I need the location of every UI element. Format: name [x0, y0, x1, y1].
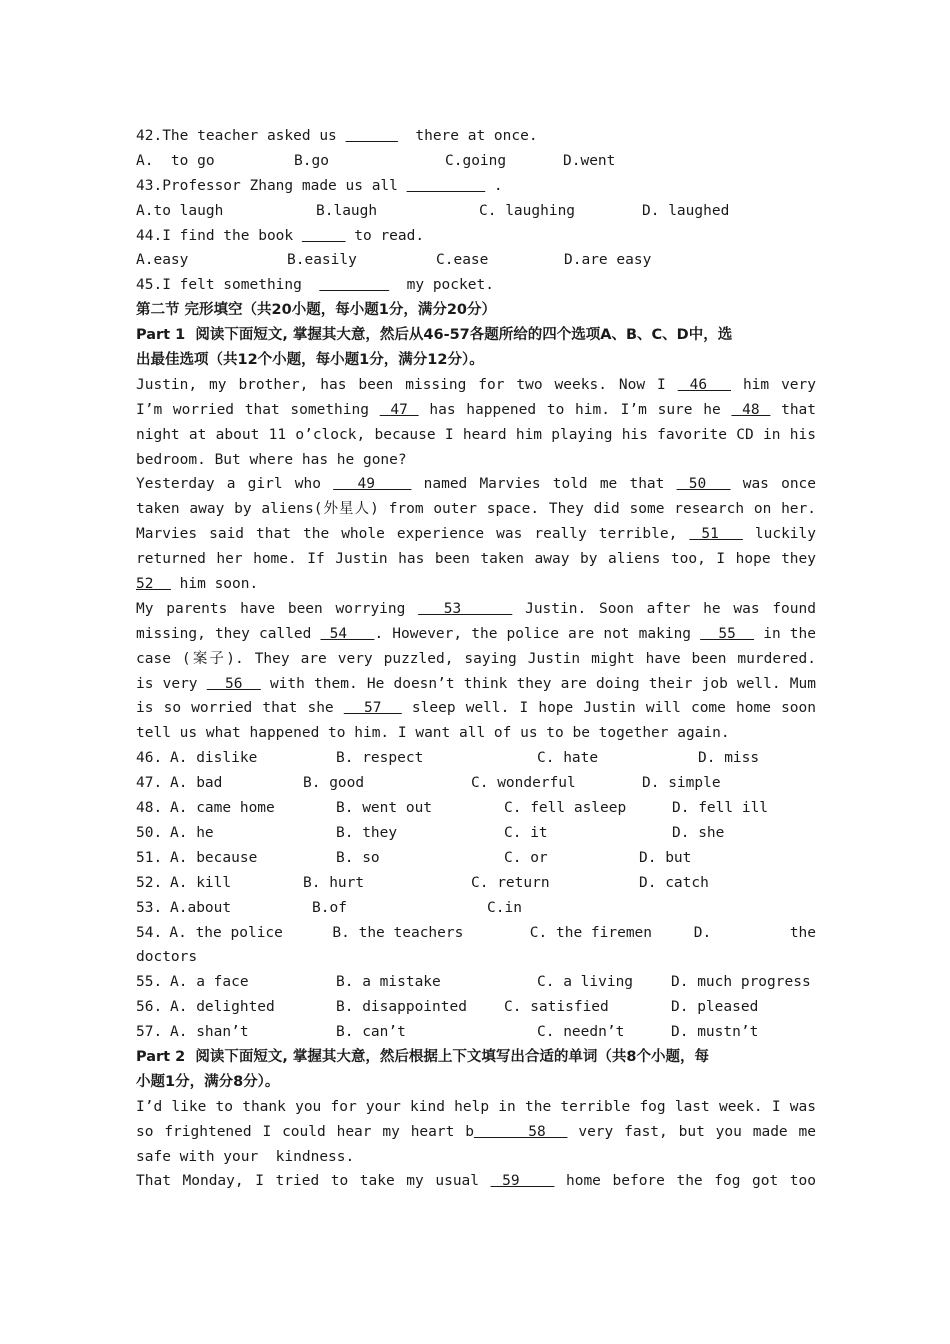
passage-line: 52 him soon.	[136, 576, 259, 593]
option-a[interactable]: A. to go	[136, 152, 215, 169]
blank-49[interactable]: 49	[333, 476, 412, 493]
option-b[interactable]: B. they	[336, 824, 398, 841]
passage-line: so frightened I could hear my heart b 58 very fast, but you made me	[136, 1123, 816, 1140]
options-row	[136, 796, 816, 821]
option-c[interactable]: C. the firemen	[529, 924, 653, 941]
option-a[interactable]: A.about	[170, 899, 232, 916]
options-row	[136, 771, 816, 796]
option-b[interactable]: B. disappointed	[336, 999, 467, 1016]
question-number: 56.	[136, 999, 163, 1016]
question-45: 45.I felt something my pocket.	[136, 277, 494, 294]
passage-line: Marvies said that the whole experience was really terrible, 51 luckily	[136, 526, 816, 543]
option-c[interactable]: C. it	[504, 824, 548, 841]
passage-line: is very 56 with them. He doesn’t think they are doing their job well. Mum	[136, 675, 816, 692]
blank-48[interactable]: 48	[731, 401, 771, 418]
option-d[interactable]: D. mustn’t	[671, 1024, 759, 1041]
section-2-title: 第二节 完形填空（共20小题，每小题1分，满分20分）	[136, 302, 496, 319]
part-1-instructions-line-1: Part 1 阅读下面短文, 掌握其大意，然后从46-57各题所给的四个选项A、B、C、D中，选	[136, 327, 733, 344]
blank-56[interactable]: 56	[206, 675, 261, 692]
answer-options-46-57	[136, 746, 816, 1045]
option-c[interactable]: C. laughing	[479, 202, 576, 219]
option-d[interactable]: D. fell ill	[672, 800, 769, 817]
question-number: 51.	[136, 849, 163, 866]
blank-57[interactable]: 57	[343, 700, 402, 717]
option-b[interactable]: B. can’t	[336, 1024, 406, 1041]
option-b[interactable]: B.laugh	[316, 202, 378, 219]
option-d[interactable]: D. laughed	[642, 202, 730, 219]
question-number: 48.	[136, 800, 163, 817]
option-a[interactable]: A. delighted	[170, 999, 275, 1016]
question-number: 57.	[136, 1024, 163, 1041]
question-number: 53.	[136, 899, 163, 916]
option-c[interactable]: C. hate	[537, 750, 599, 767]
option-c[interactable]: C. satisfied	[504, 999, 609, 1016]
answer-blank[interactable]	[319, 277, 389, 293]
option-b[interactable]: B.go	[294, 152, 329, 169]
option-b[interactable]: B.easily	[287, 252, 357, 269]
option-d[interactable]: D. the	[693, 924, 817, 941]
option-a[interactable]: A. because	[170, 849, 258, 866]
question-number: 52.	[136, 874, 163, 891]
options-row	[136, 995, 816, 1020]
blank-47[interactable]: 47	[379, 401, 419, 418]
cloze-passage-1	[136, 373, 816, 746]
cloze-passage-2	[136, 1095, 816, 1195]
option-d[interactable]: D.are easy	[564, 252, 652, 269]
passage-line: tell us what happened to him. I want all of us to be together again.	[136, 725, 730, 742]
option-a[interactable]: A. came home	[170, 800, 275, 817]
option-c[interactable]: C. wonderful	[471, 775, 576, 792]
blank-50[interactable]: 50	[676, 476, 731, 493]
part-2-instructions-line-2: 小题1分，满分8分）。	[136, 1073, 280, 1090]
option-c[interactable]: C.going	[445, 152, 507, 169]
question-44: 44.I find the book to read.	[136, 227, 425, 244]
answer-blank[interactable]	[346, 128, 398, 144]
blank-55[interactable]: 55	[700, 625, 755, 642]
option-b[interactable]: B. the teachers	[332, 924, 464, 941]
option-b[interactable]: B. so	[336, 849, 380, 866]
passage-line: case (案子). They are very puzzled, saying Justin might have been murdered.	[136, 650, 816, 667]
options-row	[136, 846, 816, 871]
passage-line: Yesterday a girl who 49 named Marvies told me that 50 was once	[136, 476, 816, 493]
passage-line: That Monday, I tried to take my usual 59 home before the fog got too	[136, 1173, 816, 1190]
answer-blank[interactable]	[302, 228, 346, 244]
option-b[interactable]: B. good	[303, 775, 365, 792]
blank-46[interactable]: 46	[677, 376, 731, 393]
option-a[interactable]: A. bad	[170, 775, 223, 792]
passage-line: taken away by aliens(外星人) from outer space. They did some research on her.	[136, 501, 816, 518]
option-d[interactable]: D. simple	[642, 775, 721, 792]
option-d[interactable]: D. but	[639, 849, 692, 866]
passage-line: My parents have been worrying 53 Justin. Soon after he was found	[136, 600, 816, 617]
passage-line: missing, they called 54 . However, the police are not making 55 in the	[136, 625, 816, 642]
option-c[interactable]: C. return	[471, 874, 550, 891]
options-row	[136, 871, 816, 896]
blank-51[interactable]: 51	[689, 526, 743, 543]
option-a[interactable]: A. shan’t	[170, 1024, 249, 1041]
passage-line: safe with your kindness.	[136, 1148, 355, 1165]
blank-58[interactable]: 58	[473, 1123, 568, 1140]
question-42: 42.The teacher asked us there at once.	[136, 128, 538, 144]
question-number: 54.	[136, 924, 163, 941]
option-c[interactable]: C. needn’t	[537, 1024, 625, 1041]
question-43-options	[136, 199, 816, 224]
passage-line: I’d like to thank you for your kind help in the terrible fog last week. I was	[136, 1098, 816, 1115]
answer-blank[interactable]	[407, 178, 486, 194]
blank-53[interactable]: 53	[418, 600, 513, 617]
question-42-options	[136, 149, 816, 174]
option-c[interactable]: C. a living	[537, 974, 634, 991]
option-a[interactable]: A.easy	[136, 252, 189, 269]
option-c[interactable]: C. fell asleep	[504, 800, 627, 817]
passage-line: bedroom. But where has he gone?	[136, 451, 407, 468]
option-d[interactable]: D.went	[563, 152, 616, 169]
passage-line: night at about 11 o’clock, because I heard him playing his favorite CD in his	[136, 426, 816, 443]
question-number: 46.	[136, 750, 163, 767]
options-row	[136, 970, 816, 995]
question-number: 50.	[136, 824, 163, 841]
options-row	[136, 821, 816, 846]
options-row	[136, 896, 816, 921]
options-row	[136, 921, 816, 946]
option-c[interactable]: C.ease	[436, 252, 489, 269]
question-number: 55.	[136, 974, 163, 991]
option-b[interactable]: B. hurt	[303, 874, 365, 891]
option-d[interactable]: D. she	[672, 824, 725, 841]
option-a[interactable]: A. kill	[170, 874, 232, 891]
question-43: 43.Professor Zhang made us all .	[136, 177, 503, 194]
passage-line: returned her home. If Justin has been taken away by aliens too, I hope they	[136, 551, 816, 568]
question-44-options	[136, 248, 816, 273]
option-d[interactable]: D. much progress	[671, 974, 811, 991]
option-a[interactable]: A. he	[170, 824, 214, 841]
blank-54[interactable]: 54	[320, 625, 375, 642]
options-row-continued	[136, 945, 816, 970]
option-a[interactable]: A. the police	[169, 924, 283, 941]
option-b[interactable]: B.of	[312, 899, 347, 916]
exam-page	[136, 124, 816, 1194]
option-a[interactable]: A.to laugh	[136, 202, 224, 219]
blank-52[interactable]: 52	[136, 576, 171, 593]
option-b[interactable]: B. went out	[336, 800, 433, 817]
options-row	[136, 1020, 816, 1045]
option-a[interactable]: A. a face	[170, 974, 249, 991]
option-a[interactable]: A. dislike	[170, 750, 258, 767]
blank-59[interactable]: 59	[490, 1173, 555, 1190]
option-d[interactable]: D. pleased	[671, 999, 759, 1016]
options-row	[136, 746, 816, 771]
passage-line: I’m worried that something 47 has happened to him. I’m sure he 48 that	[136, 401, 816, 418]
part-2-instructions-line-1: Part 2 阅读下面短文, 掌握其大意，然后根据上下文填写出合适的单词（共8个小题，每	[136, 1048, 709, 1065]
part-1-instructions-line-2: 出最佳选项（共12个小题，每小题1分，满分12分）。	[136, 352, 484, 369]
option-c[interactable]: C. or	[504, 849, 548, 866]
option-d-continued[interactable]: doctors	[136, 949, 198, 966]
passage-line: Justin, my brother, has been missing for two weeks. Now I 46 him very	[136, 376, 816, 393]
option-b[interactable]: B. respect	[336, 750, 424, 767]
option-b[interactable]: B. a mistake	[336, 974, 441, 991]
option-d[interactable]: D. catch	[639, 874, 709, 891]
option-d[interactable]: D. miss	[698, 750, 760, 767]
passage-line: is so worried that she 57 sleep well. I hope Justin will come home soon	[136, 700, 816, 717]
option-c[interactable]: C.in	[487, 899, 522, 916]
question-number: 47.	[136, 775, 163, 792]
